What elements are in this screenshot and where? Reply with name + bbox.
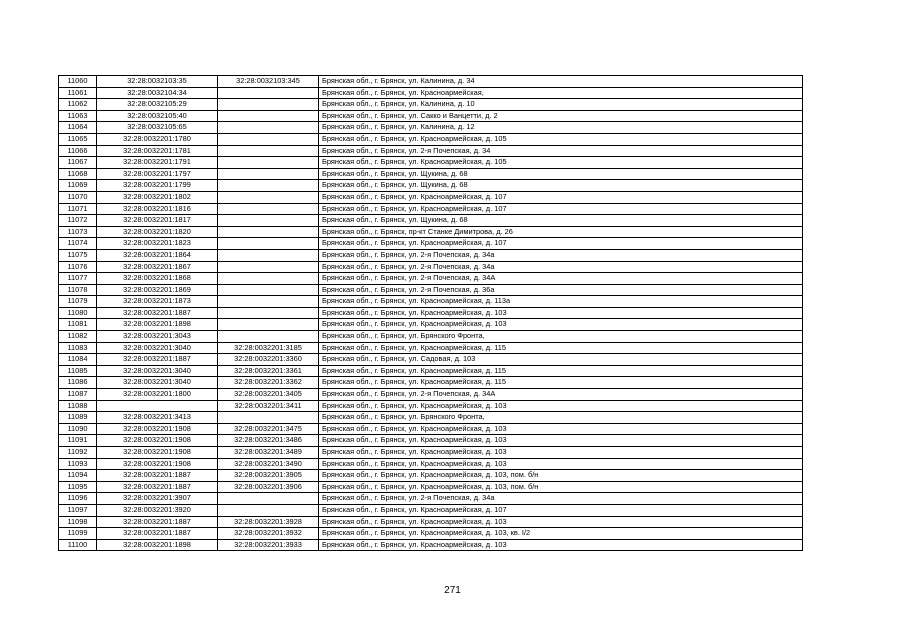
object-cadastral-number-cell: [218, 145, 319, 157]
cadastral-number-cell: 32:28:0032201:1898: [97, 319, 218, 331]
address-cell: Брянская обл., г. Брянск, ул. Красноармейская, д. 103: [319, 435, 803, 447]
object-cadastral-number-cell: [218, 412, 319, 424]
address-cell: Брянская обл., г. Брянск, ул. Красноармейская, д. 103: [319, 516, 803, 528]
row-number-cell: 11093: [59, 458, 97, 470]
address-cell: Брянская обл., г. Брянск, ул. Брянского Фронта,: [319, 331, 803, 343]
cadastral-number-cell: 32:28:0032105:40: [97, 110, 218, 122]
table-row: [59, 157, 803, 169]
object-cadastral-number-cell: 32:28:0032201:3475: [218, 423, 319, 435]
table-row: [59, 249, 803, 261]
object-cadastral-number-cell: [218, 493, 319, 505]
row-number-cell: 11090: [59, 423, 97, 435]
page-number: 271: [444, 585, 461, 596]
object-cadastral-number-cell: [218, 180, 319, 192]
address-cell: Брянская обл., г. Брянск, ул. Красноармейская, д. 103: [319, 458, 803, 470]
object-cadastral-number-cell: 32:28:0032201:3490: [218, 458, 319, 470]
table-row: [59, 331, 803, 343]
row-number-cell: 11079: [59, 296, 97, 308]
object-cadastral-number-cell: [218, 133, 319, 145]
table-row: [59, 261, 803, 273]
cadastral-number-cell: 32:28:0032201:1887: [97, 516, 218, 528]
table-row: [59, 470, 803, 482]
cadastral-number-cell: 32:28:0032201:1864: [97, 249, 218, 261]
table-row: [59, 203, 803, 215]
cadastral-number-cell: 32:28:0032201:1887: [97, 307, 218, 319]
table-row: [59, 342, 803, 354]
object-cadastral-number-cell: [218, 504, 319, 516]
address-cell: Брянская обл., г. Брянск, ул. Калинина, д. 12: [319, 122, 803, 134]
cadastral-number-cell: 32:28:0032105:65: [97, 122, 218, 134]
object-cadastral-number-cell: [218, 238, 319, 250]
address-cell: Брянская обл., г. Брянск, ул. Красноармейская, д. 107: [319, 191, 803, 203]
address-cell: Брянская обл., г. Брянск, ул. Красноармейская, д. 115: [319, 377, 803, 389]
object-cadastral-number-cell: [218, 122, 319, 134]
row-number-cell: 11081: [59, 319, 97, 331]
table-row: [59, 447, 803, 459]
address-cell: Брянская обл., г. Брянск, ул. Красноармейская, д. 105: [319, 157, 803, 169]
cadastral-number-cell: 32:28:0032201:1887: [97, 481, 218, 493]
address-cell: Брянская обл., г. Брянск, ул. Красноармейская,: [319, 87, 803, 99]
table-row: [59, 481, 803, 493]
address-cell: Брянская обл., г. Брянск, ул. Садовая, д. 103: [319, 354, 803, 366]
address-cell: Брянская обл., г. Брянск, ул. Красноармейская, д. 107: [319, 238, 803, 250]
address-cell: Брянская обл., г. Брянск, ул. 2-я Почепская, д. 34: [319, 145, 803, 157]
row-number-cell: 11078: [59, 284, 97, 296]
address-cell: Брянская обл., г. Брянск, ул. Красноармейская, д. 103: [319, 423, 803, 435]
row-number-cell: 11082: [59, 331, 97, 343]
cadastral-number-cell: 32:28:0032201:1868: [97, 273, 218, 285]
cadastral-number-cell: 32:28:0032201:1802: [97, 191, 218, 203]
table-row: [59, 133, 803, 145]
cadastral-number-cell: 32:28:0032201:1898: [97, 539, 218, 551]
address-cell: Брянская обл., г. Брянск, ул. Красноармейская, д. 115: [319, 365, 803, 377]
address-cell: Брянская обл., г. Брянск, ул. Щукина, д. 68: [319, 168, 803, 180]
object-cadastral-number-cell: 32:28:0032201:3361: [218, 365, 319, 377]
row-number-cell: 11088: [59, 400, 97, 412]
address-cell: Брянская обл., г. Брянск, ул. Красноармейская, д. 103: [319, 319, 803, 331]
address-cell: Брянская обл., г. Брянск, ул. Щукина, д. 68: [319, 215, 803, 227]
cadastral-number-cell: 32:28:0032201:1887: [97, 354, 218, 366]
row-number-cell: 11089: [59, 412, 97, 424]
table-row: [59, 504, 803, 516]
address-cell: Брянская обл., г. Брянск, ул. Красноармейская, д. 113а: [319, 296, 803, 308]
address-cell: Брянская обл., г. Брянск, ул. Красноармейская, д. 107: [319, 203, 803, 215]
table-row: [59, 493, 803, 505]
cadastral-number-cell: 32:28:0032201:1823: [97, 238, 218, 250]
table-row: [59, 296, 803, 308]
cadastral-number-cell: 32:28:0032201:3040: [97, 365, 218, 377]
cadastral-number-cell: 32:28:0032201:3413: [97, 412, 218, 424]
address-cell: Брянская обл., г. Брянск, ул. Красноармейская, д. 103, пом. б/н: [319, 481, 803, 493]
object-cadastral-number-cell: [218, 296, 319, 308]
address-cell: Брянская обл., г. Брянск, ул. Красноармейская, д. 103: [319, 307, 803, 319]
row-number-cell: 11071: [59, 203, 97, 215]
cadastral-number-cell: 32:28:0032201:1908: [97, 423, 218, 435]
cadastral-number-cell: 32:28:0032201:1797: [97, 168, 218, 180]
row-number-cell: 11092: [59, 447, 97, 459]
table-row: [59, 528, 803, 540]
cadastral-number-cell: 32:28:0032201:3907: [97, 493, 218, 505]
cadastral-number-cell: [97, 400, 218, 412]
row-number-cell: 11064: [59, 122, 97, 134]
cadastral-number-cell: 32:28:0032201:1908: [97, 447, 218, 459]
row-number-cell: 11066: [59, 145, 97, 157]
address-cell: Брянская обл., г. Брянск, ул. 2-я Почепская, д. 34а: [319, 261, 803, 273]
registry-table-body: [59, 76, 803, 551]
address-cell: Брянская обл., г. Брянск, ул. Брянского Фронта,: [319, 412, 803, 424]
table-row: [59, 539, 803, 551]
table-row: [59, 423, 803, 435]
row-number-cell: 11074: [59, 238, 97, 250]
cadastral-number-cell: 32:28:0032201:1781: [97, 145, 218, 157]
cadastral-number-cell: 32:28:0032201:1887: [97, 470, 218, 482]
cadastral-number-cell: 32:28:0032201:1887: [97, 528, 218, 540]
cadastral-number-cell: 32:28:0032201:1873: [97, 296, 218, 308]
object-cadastral-number-cell: 32:28:0032201:3933: [218, 539, 319, 551]
cadastral-number-cell: 32:28:0032201:3040: [97, 342, 218, 354]
table-row: [59, 110, 803, 122]
registry-table: [58, 75, 803, 551]
row-number-cell: 11068: [59, 168, 97, 180]
address-cell: Брянская обл., г. Брянск, ул. Красноармейская, д. 103, пом. б/н: [319, 470, 803, 482]
row-number-cell: 11065: [59, 133, 97, 145]
address-cell: Брянская обл., г. Брянск, ул. Калинина, д. 34: [319, 76, 803, 88]
row-number-cell: 11075: [59, 249, 97, 261]
table-row: [59, 238, 803, 250]
object-cadastral-number-cell: [218, 99, 319, 111]
cadastral-number-cell: 32:28:0032103:35: [97, 76, 218, 88]
cadastral-number-cell: 32:28:0032201:1908: [97, 435, 218, 447]
row-number-cell: 11086: [59, 377, 97, 389]
row-number-cell: 11096: [59, 493, 97, 505]
table-row: [59, 273, 803, 285]
table-row: [59, 389, 803, 401]
object-cadastral-number-cell: [218, 110, 319, 122]
table-row: [59, 191, 803, 203]
cadastral-number-cell: 32:28:0032201:1816: [97, 203, 218, 215]
address-cell: Брянская обл., г. Брянск, пр-кт Станке Димитрова, д. 26: [319, 226, 803, 238]
address-cell: Брянская обл., г. Брянск, ул. 2-я Почепская, д. 34А: [319, 389, 803, 401]
table-row: [59, 400, 803, 412]
row-number-cell: 11091: [59, 435, 97, 447]
object-cadastral-number-cell: [218, 261, 319, 273]
address-cell: Брянская обл., г. Брянск, ул. Красноармейская, д. 103: [319, 447, 803, 459]
row-number-cell: 11077: [59, 273, 97, 285]
object-cadastral-number-cell: [218, 249, 319, 261]
table-row: [59, 87, 803, 99]
row-number-cell: 11095: [59, 481, 97, 493]
row-number-cell: 11073: [59, 226, 97, 238]
cadastral-number-cell: 32:28:0032201:1780: [97, 133, 218, 145]
object-cadastral-number-cell: [218, 203, 319, 215]
cadastral-number-cell: 32:28:0032201:1817: [97, 215, 218, 227]
row-number-cell: 11085: [59, 365, 97, 377]
cadastral-number-cell: 32:28:0032201:1867: [97, 261, 218, 273]
table-row: [59, 145, 803, 157]
address-cell: Брянская обл., г. Брянск, ул. Красноармейская, д. 103: [319, 400, 803, 412]
cadastral-number-cell: 32:28:0032104:34: [97, 87, 218, 99]
table-row: [59, 319, 803, 331]
object-cadastral-number-cell: 32:28:0032201:3362: [218, 377, 319, 389]
object-cadastral-number-cell: [218, 273, 319, 285]
address-cell: Брянская обл., г. Брянск, ул. Красноармейская, д. 105: [319, 133, 803, 145]
table-row: [59, 76, 803, 88]
object-cadastral-number-cell: 32:28:0032201:3489: [218, 447, 319, 459]
table-row: [59, 516, 803, 528]
row-number-cell: 11069: [59, 180, 97, 192]
object-cadastral-number-cell: 32:28:0032201:3906: [218, 481, 319, 493]
table-row: [59, 377, 803, 389]
cadastral-number-cell: 32:28:0032201:3043: [97, 331, 218, 343]
address-cell: Брянская обл., г. Брянск, ул. Калинина, д. 10: [319, 99, 803, 111]
address-cell: Брянская обл., г. Брянск, ул. Красноармейская, д. 103: [319, 539, 803, 551]
row-number-cell: 11063: [59, 110, 97, 122]
table-row: [59, 99, 803, 111]
table-row: [59, 122, 803, 134]
object-cadastral-number-cell: 32:28:0032201:3185: [218, 342, 319, 354]
cadastral-number-cell: 32:28:0032201:1799: [97, 180, 218, 192]
row-number-cell: 11097: [59, 504, 97, 516]
table-row: [59, 412, 803, 424]
row-number-cell: 11076: [59, 261, 97, 273]
address-cell: Брянская обл., г. Брянск, ул. Красноармейская, д. 107: [319, 504, 803, 516]
table-row: [59, 365, 803, 377]
row-number-cell: 11061: [59, 87, 97, 99]
table-row: [59, 435, 803, 447]
object-cadastral-number-cell: 32:28:0032103:345: [218, 76, 319, 88]
object-cadastral-number-cell: [218, 284, 319, 296]
row-number-cell: 11099: [59, 528, 97, 540]
table-row: [59, 180, 803, 192]
cadastral-number-cell: 32:28:0032201:3040: [97, 377, 218, 389]
address-cell: Брянская обл., г. Брянск, ул. 2-я Почепская, д. 34а: [319, 249, 803, 261]
row-number-cell: 11067: [59, 157, 97, 169]
object-cadastral-number-cell: [218, 215, 319, 227]
object-cadastral-number-cell: [218, 331, 319, 343]
object-cadastral-number-cell: [218, 87, 319, 99]
cadastral-number-cell: 32:28:0032201:1820: [97, 226, 218, 238]
address-cell: Брянская обл., г. Брянск, ул. 2-я Почепская, д. 34а: [319, 493, 803, 505]
object-cadastral-number-cell: [218, 191, 319, 203]
table-row: [59, 307, 803, 319]
table-row: [59, 284, 803, 296]
object-cadastral-number-cell: 32:28:0032201:3932: [218, 528, 319, 540]
row-number-cell: 11087: [59, 389, 97, 401]
table-row: [59, 354, 803, 366]
object-cadastral-number-cell: [218, 307, 319, 319]
object-cadastral-number-cell: 32:28:0032201:3405: [218, 389, 319, 401]
object-cadastral-number-cell: 32:28:0032201:3360: [218, 354, 319, 366]
table-row: [59, 215, 803, 227]
cadastral-number-cell: 32:28:0032201:1800: [97, 389, 218, 401]
cadastral-number-cell: 32:28:0032201:3920: [97, 504, 218, 516]
address-cell: Брянская обл., г. Брянск, ул. Щукина, д. 68: [319, 180, 803, 192]
table-row: [59, 226, 803, 238]
cadastral-number-cell: 32:28:0032201:1869: [97, 284, 218, 296]
row-number-cell: 11083: [59, 342, 97, 354]
address-cell: Брянская обл., г. Брянск, ул. Красноармейская, д. 103, кв. I/2: [319, 528, 803, 540]
row-number-cell: 11094: [59, 470, 97, 482]
table-row: [59, 168, 803, 180]
row-number-cell: 11098: [59, 516, 97, 528]
object-cadastral-number-cell: [218, 168, 319, 180]
object-cadastral-number-cell: 32:28:0032201:3905: [218, 470, 319, 482]
row-number-cell: 11072: [59, 215, 97, 227]
row-number-cell: 11062: [59, 99, 97, 111]
object-cadastral-number-cell: [218, 226, 319, 238]
row-number-cell: 11080: [59, 307, 97, 319]
row-number-cell: 11070: [59, 191, 97, 203]
table-row: [59, 458, 803, 470]
address-cell: Брянская обл., г. Брянск, ул. 2-я Почепская, д. 34А: [319, 273, 803, 285]
document-page: [58, 75, 802, 551]
address-cell: Брянская обл., г. Брянск, ул. Красноармейская, д. 115: [319, 342, 803, 354]
object-cadastral-number-cell: 32:28:0032201:3928: [218, 516, 319, 528]
address-cell: Брянская обл., г. Брянск, ул. Сакко и Ванцетти, д. 2: [319, 110, 803, 122]
object-cadastral-number-cell: 32:28:0032201:3411: [218, 400, 319, 412]
cadastral-number-cell: 32:28:0032201:1791: [97, 157, 218, 169]
row-number-cell: 11100: [59, 539, 97, 551]
object-cadastral-number-cell: 32:28:0032201:3486: [218, 435, 319, 447]
object-cadastral-number-cell: [218, 157, 319, 169]
cadastral-number-cell: 32:28:0032105:29: [97, 99, 218, 111]
cadastral-number-cell: 32:28:0032201:1908: [97, 458, 218, 470]
object-cadastral-number-cell: [218, 319, 319, 331]
row-number-cell: 11084: [59, 354, 97, 366]
row-number-cell: 11060: [59, 76, 97, 88]
address-cell: Брянская обл., г. Брянск, ул. 2-я Почепская, д. 36а: [319, 284, 803, 296]
